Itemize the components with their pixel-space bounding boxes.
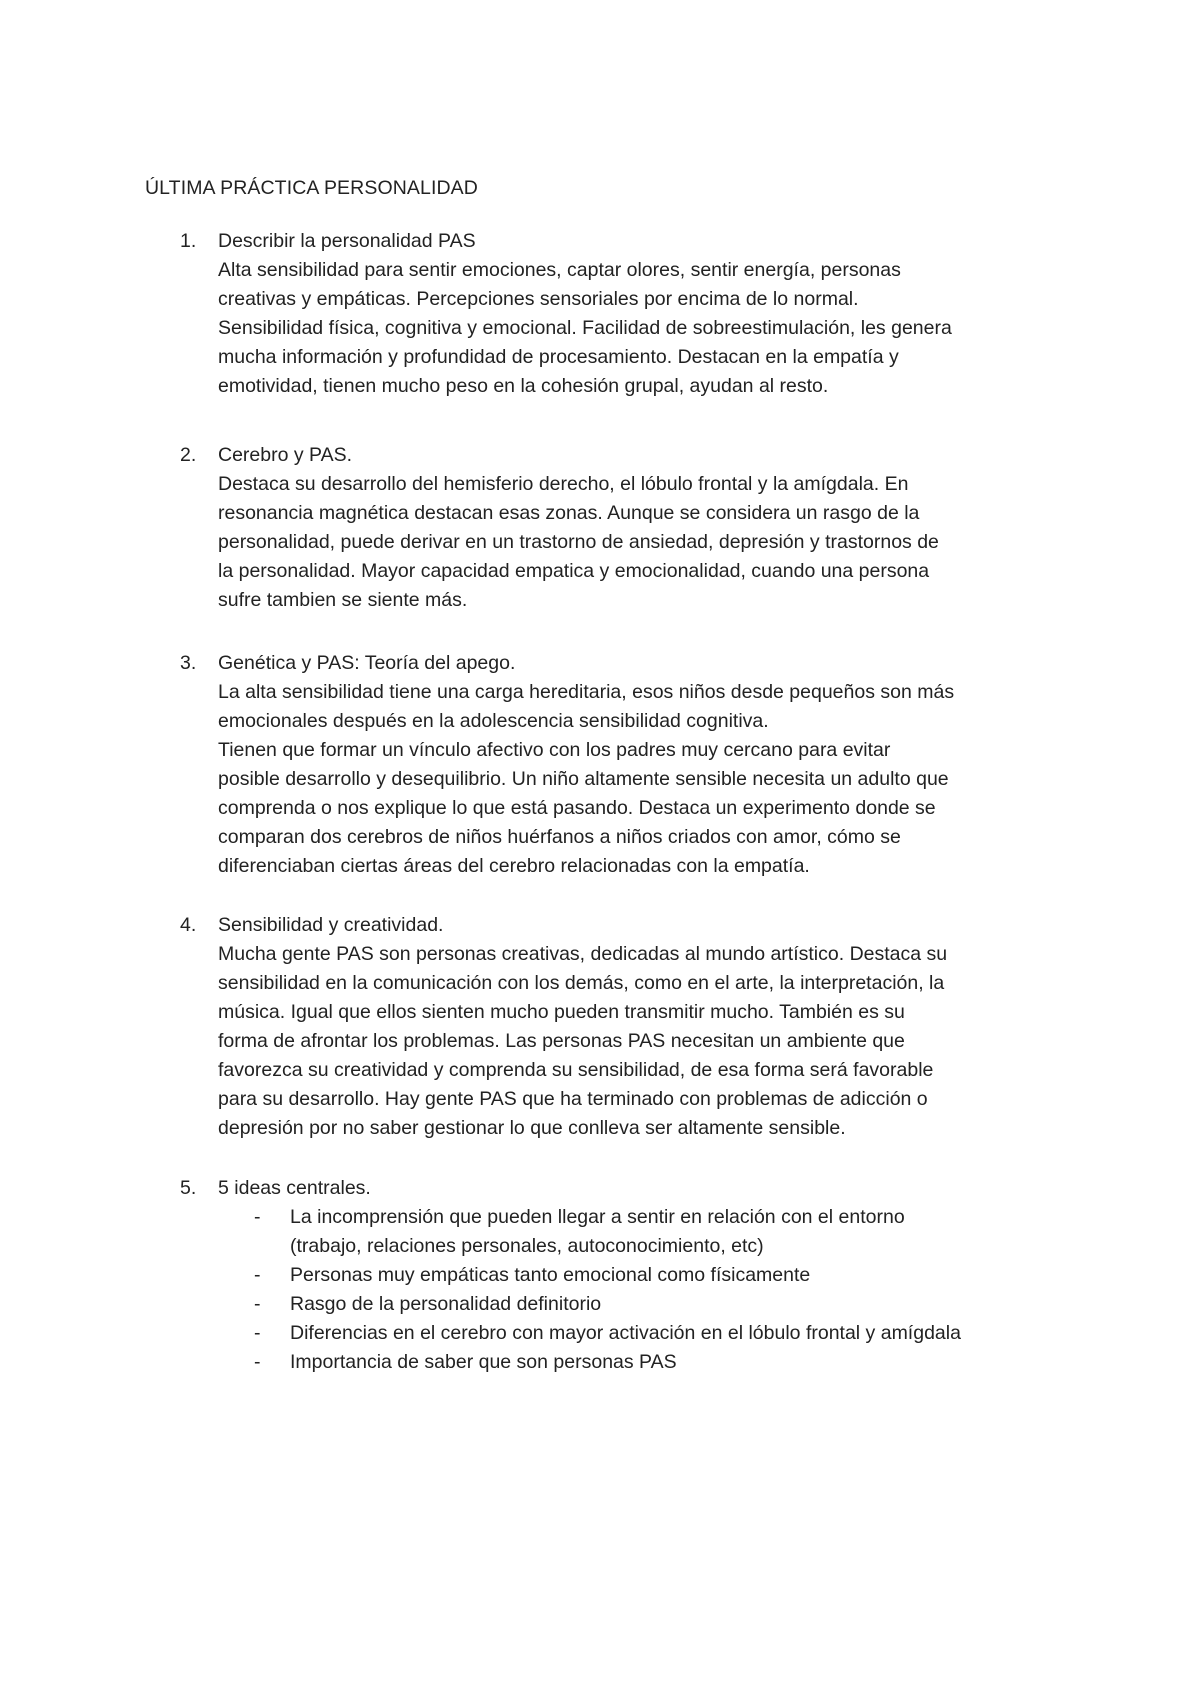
bullet-item: Importancia de saber que son personas PAS <box>290 1351 677 1373</box>
paragraph-line: Alta sensibilidad para sentir emociones, captar olores, sentir energía, personas <box>218 259 901 281</box>
bullet-item: Rasgo de la personalidad definitorio <box>290 1293 602 1315</box>
paragraph-line: personalidad, puede derivar en un trastorno de ansiedad, depresión y trastornos de <box>218 531 939 553</box>
section-heading: 5 ideas centrales. <box>218 1177 371 1199</box>
section-number: 5. <box>180 1177 197 1199</box>
paragraph-line: emocionales después en la adolescencia sensibilidad cognitiva. <box>218 710 769 732</box>
paragraph-line: La alta sensibilidad tiene una carga hereditaria, esos niños desde pequeños son más <box>218 681 955 703</box>
section-number: 4. <box>180 914 197 936</box>
section-number: 3. <box>180 652 197 674</box>
paragraph-line: posible desarrollo y desequilibrio. Un niño altamente sensible necesita un adulto que <box>218 768 949 790</box>
bullet-item: La incomprensión que pueden llegar a sentir en relación con el entorno <box>290 1206 905 1228</box>
paragraph-line: comprenda o nos explique lo que está pasando. Destaca un experimento donde se <box>218 797 936 819</box>
bullet-item-continuation: (trabajo, relaciones personales, autoconocimiento, etc) <box>290 1235 764 1257</box>
bullet-item: Diferencias en el cerebro con mayor activación en el lóbulo frontal y amígdala <box>290 1322 961 1344</box>
paragraph-line: diferenciaban ciertas áreas del cerebro relacionadas con la empatía. <box>218 855 810 877</box>
section-heading: Cerebro y PAS. <box>218 444 353 466</box>
document-title: ÚLTIMA PRÁCTICA PERSONALIDAD <box>145 177 478 199</box>
bullet-item: Personas muy empáticas tanto emocional como físicamente <box>290 1264 811 1286</box>
paragraph-line: sensibilidad en la comunicación con los demás, como en el arte, la interpretación, la <box>218 972 945 994</box>
paragraph-line: resonancia magnética destacan esas zonas. Aunque se considera un rasgo de la <box>218 502 920 524</box>
paragraph-line: Sensibilidad física, cognitiva y emocional. Facilidad de sobreestimulación, les genera <box>218 317 952 339</box>
section-number: 2. <box>180 444 197 466</box>
paragraph-line: música. Igual que ellos sienten mucho pueden transmitir mucho. También es su <box>218 1001 905 1023</box>
section-heading: Sensibilidad y creatividad. <box>218 914 444 936</box>
section-heading: Describir la personalidad PAS <box>218 230 476 252</box>
paragraph-line: comparan dos cerebros de niños huérfanos a niños criados con amor, cómo se <box>218 826 901 848</box>
paragraph-line: para su desarrollo. Hay gente PAS que ha terminado con problemas de adicción o <box>218 1088 928 1110</box>
paragraph-line: Destaca su desarrollo del hemisferio derecho, el lóbulo frontal y la amígdala. En <box>218 473 909 495</box>
bullet-marker: - <box>254 1351 261 1373</box>
paragraph-line: mucha información y profundidad de procesamiento. Destacan en la empatía y <box>218 346 899 368</box>
bullet-marker: - <box>254 1293 261 1315</box>
paragraph-line: la personalidad. Mayor capacidad empatica y emocionalidad, cuando una persona <box>218 560 930 582</box>
section-number: 1. <box>180 230 197 252</box>
bullet-marker: - <box>254 1264 261 1286</box>
paragraph-line: Tienen que formar un vínculo afectivo con los padres muy cercano para evitar <box>218 739 891 761</box>
bullet-marker: - <box>254 1322 261 1344</box>
paragraph-line: depresión por no saber gestionar lo que conlleva ser altamente sensible. <box>218 1117 846 1139</box>
bullet-marker: - <box>254 1206 261 1228</box>
paragraph-line: favorezca su creatividad y comprenda su sensibilidad, de esa forma será favorable <box>218 1059 934 1081</box>
section-heading: Genética y PAS: Teoría del apego. <box>218 652 516 674</box>
paragraph-line: forma de afrontar los problemas. Las personas PAS necesitan un ambiente que <box>218 1030 905 1052</box>
paragraph-line: creativas y empáticas. Percepciones sensoriales por encima de lo normal. <box>218 288 859 310</box>
paragraph-line: sufre tambien se siente más. <box>218 589 468 611</box>
paragraph-line: Mucha gente PAS son personas creativas, dedicadas al mundo artístico. Destaca su <box>218 943 948 965</box>
paragraph-line: emotividad, tienen mucho peso en la cohesión grupal, ayudan al resto. <box>218 375 829 397</box>
